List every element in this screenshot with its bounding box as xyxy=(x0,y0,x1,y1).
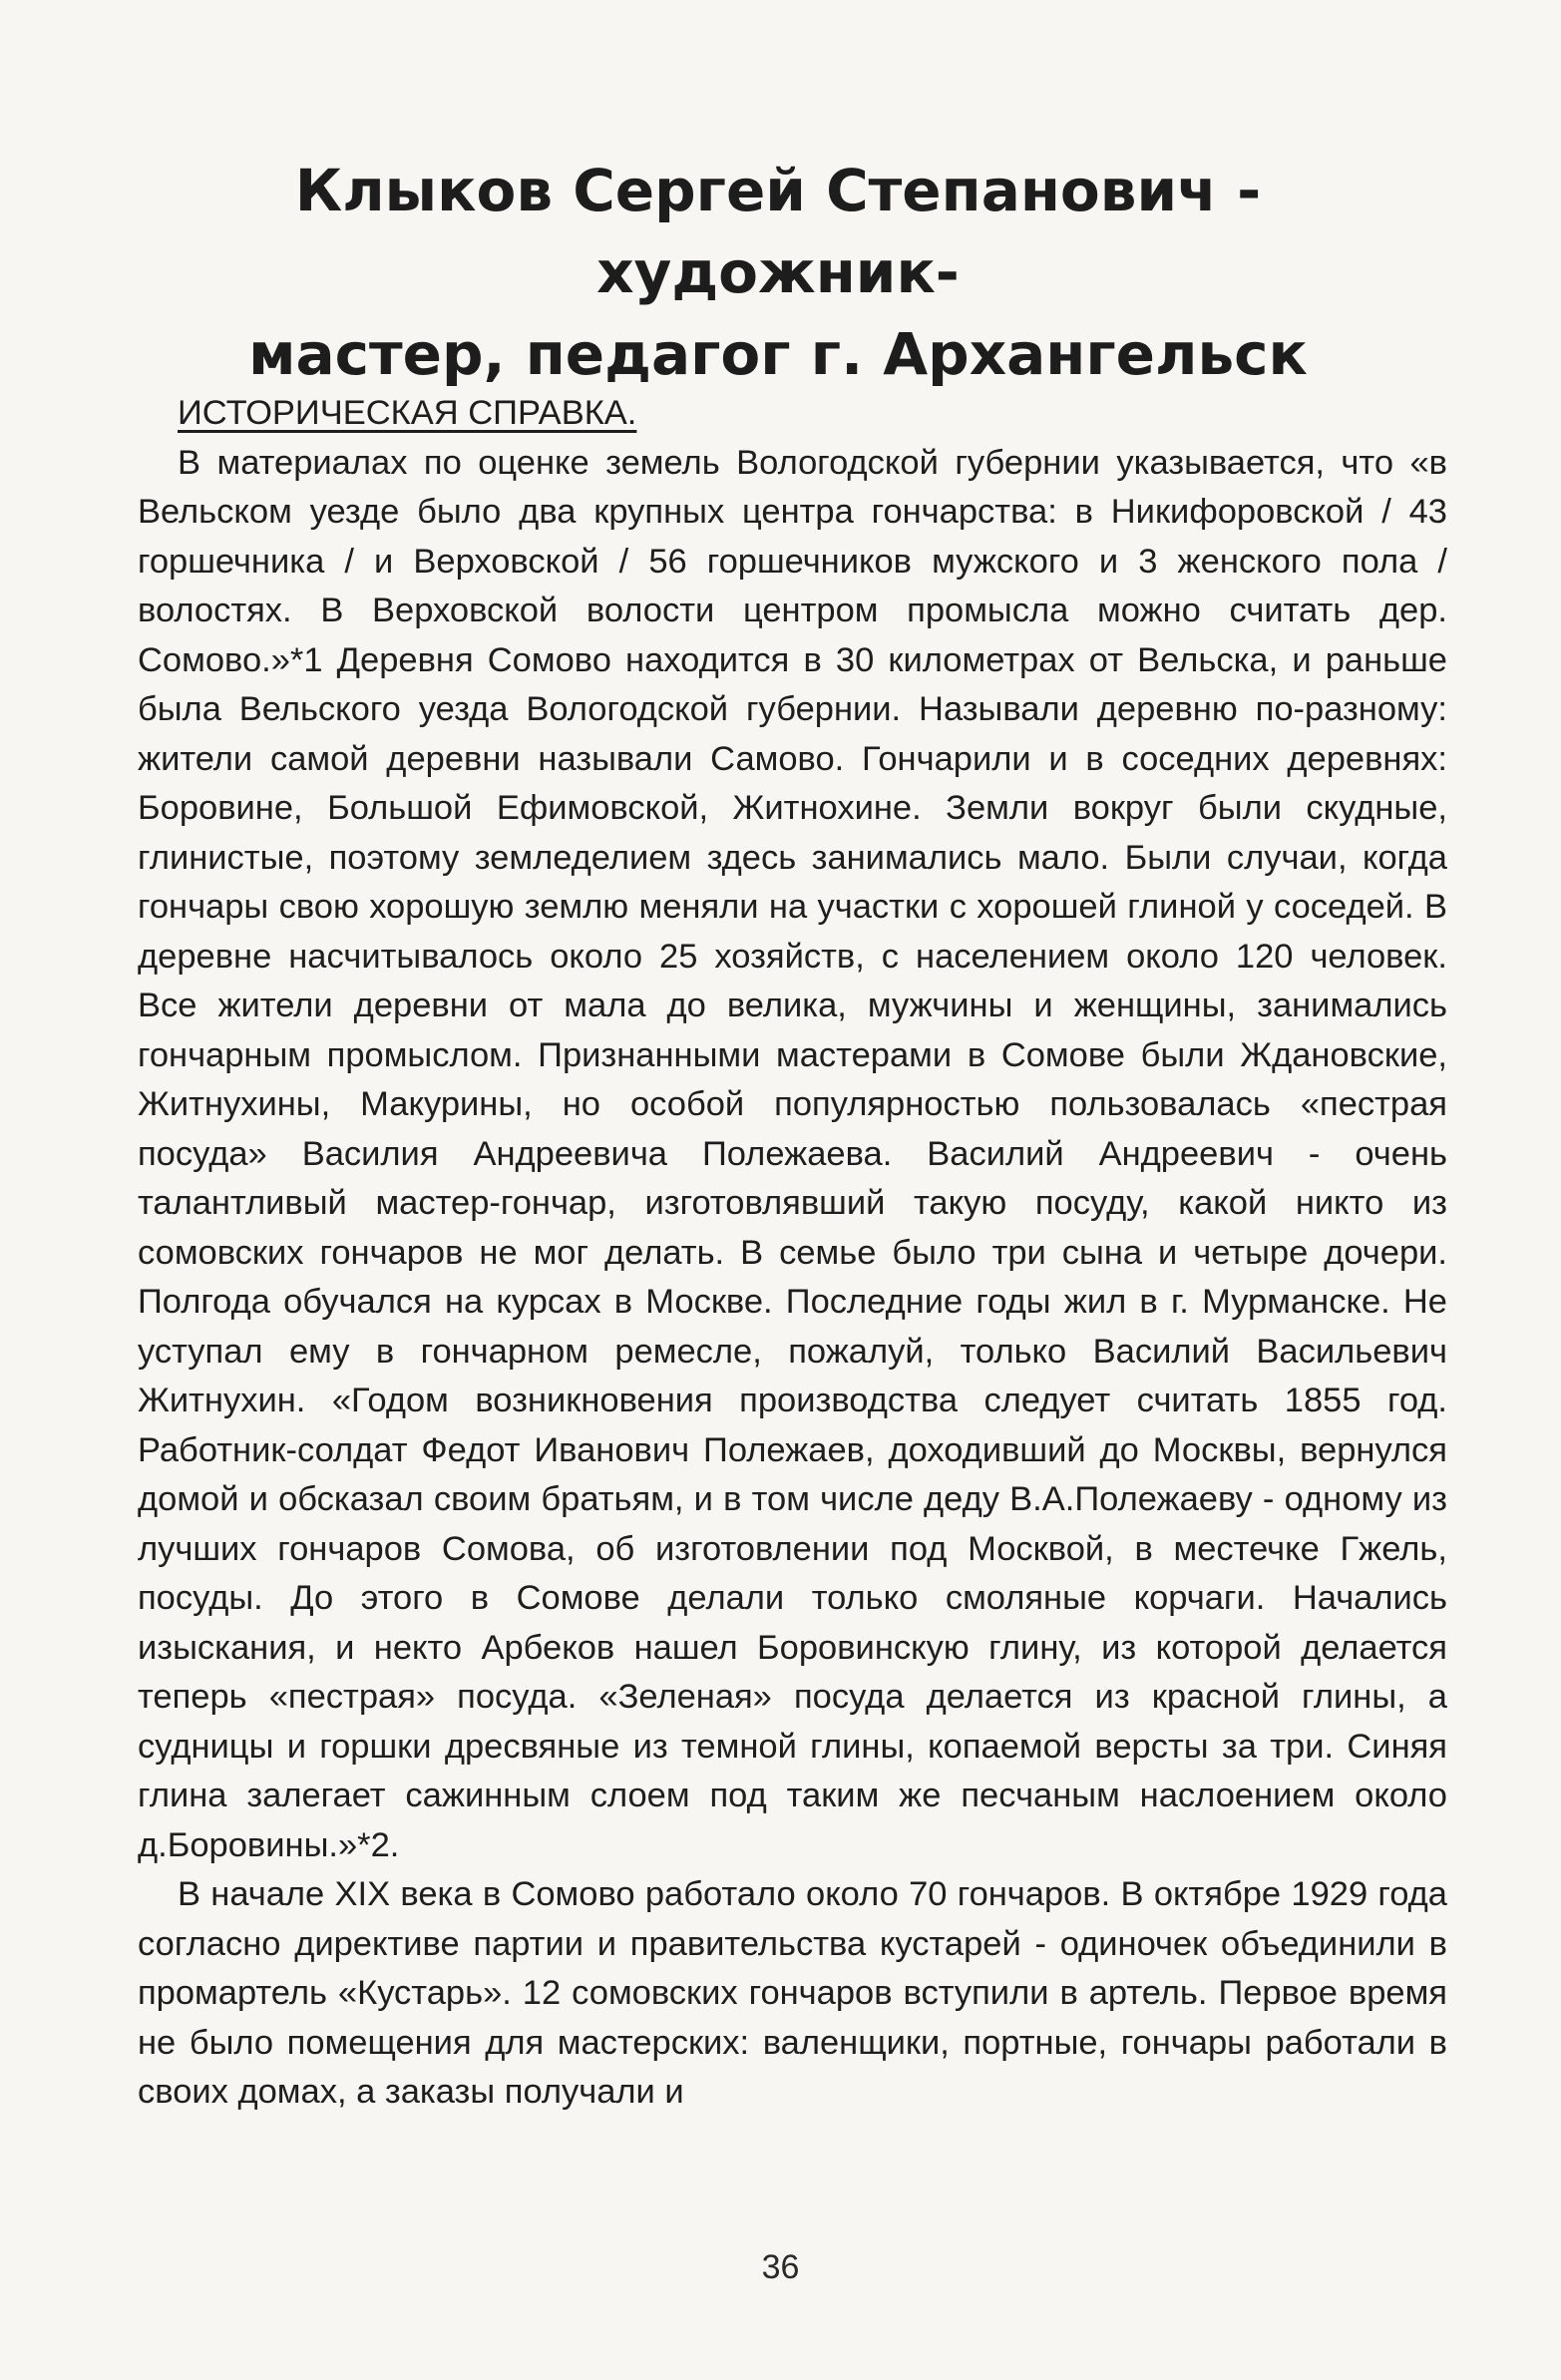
paragraph-1: В материалах по оценке земель Вологодской губернии указывается, что «в Вельском уезде было два крупных центра гончарства: в Никифоровской / 43 горшечника / и Верховской / 56 горшечников мужского и 3 женского пола / волостях. В Верховской волости центром промысла можно считать дер. Сомово.»*1 Деревня Сомово находится в 30 километрах от Вельска, и раньше была Вельского уезда Вологодской губернии. Называли деревню по-разному: жители самой деревни называли Самово. Гончарили и в соседних деревнях: Боровине, Большой Ефимовской, Житнохине. Земли вокруг были скудные, глинистые, поэтому земледелием здесь занимались мало. Были случаи, когда гончары свою хорошую землю меняли на участки с хорошей глиной у соседей. В деревне насчитывалось около 25 хозяйств, с населением около 120 человек. Все жители деревни от мала до велика, мужчины и женщины, занимались гончарным промыслом. Признанными мастерами в Сомове были Ждановские, Житнухины, Макурины, но особой популярностью пользовалась «пестрая посуда» Василия Андреевича Полежаева. Василий Андреевич - очень талантливый мастер-гончар, изготовлявший такую посуду, какой никто из сомовских гончаров не мог делать. В семье было три сына и четыре дочери. Полгода обучался на курсах в Москве. Последние годы жил в г. Мурманске. Не уступал ему в гончарном ремесле, пожалуй, только Василий Васильевич Житнухин. «Годом возникновения производства следует считать 1855 год. Работник-солдат Федот Иванович Полежаев, доходивший до Москвы, вернулся домой и обсказал своим братьям, и в том числе деду В.А.Полежаеву - одному из лучших гончаров Сомова, об изготовлении под Москвой, в местечке Гжель, посуды. До этого в Сомове делали только смоляные корчаги. Начались изыскания, и некто Арбеков нашел Боровинскую глину, из которой делается теперь «пестрая» посуда. «Зеленая» посуда делается из красной глины, а судницы и горшки дресвяные из темной глины, копаемой версты за три. Синяя глина залегает сажинным слоем под таким же песчаным наслоением около д.Боровины.»*2. xyxy=(138,443,1447,1864)
section-heading: ИСТОРИЧЕСКАЯ СПРАВКА. xyxy=(178,394,637,432)
body-text xyxy=(138,389,1447,2118)
page-title xyxy=(120,150,1436,395)
paragraph-2: В начале XIX века в Сомово работало около 70 гончаров. В октябре 1929 года согласно директиве партии и правительства кустарей - одиночек объединили в промартель «Кустарь». 12 сомовских гончаров вступили в артель. Первое время не было помещения для мастерских: валенщики, портные, гончары работали в своих домах, а заказы получали и xyxy=(138,1875,1447,2111)
title-line-1: Клыков Сергей Степанович - художник- xyxy=(294,157,1262,306)
title-line-2: мастер, педагог г. Архангельск xyxy=(248,320,1308,388)
page-number: 36 xyxy=(761,2248,800,2286)
